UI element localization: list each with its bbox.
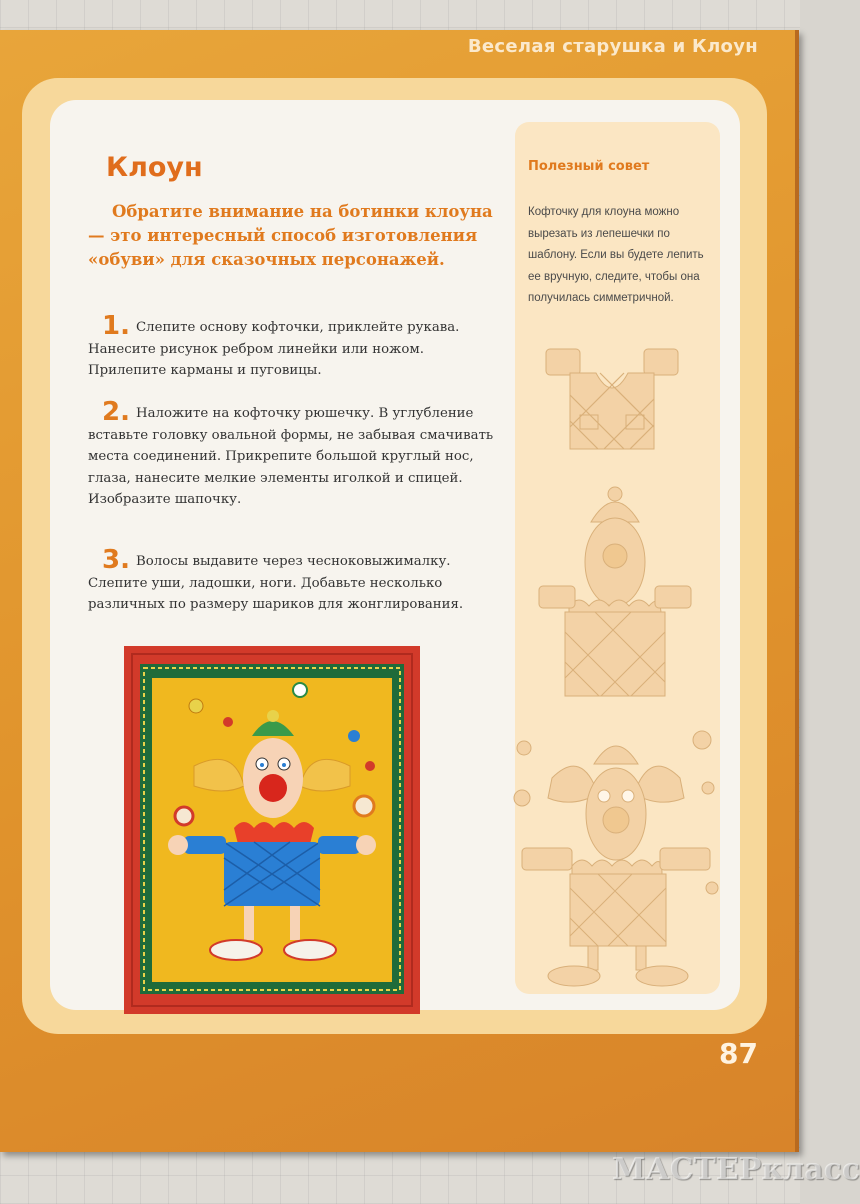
article-title: Клоун	[106, 152, 203, 183]
step-3-text: Волосы выдавите через чесноковыжималку. Слепите уши, ладошки, ноги. Добавьте несколько различных по размеру шариков для жонглирования.	[88, 554, 464, 612]
step-1	[88, 311, 498, 382]
tip-text: Кофточку для клоуна можно вырезать из лепешечки по шаблону. Если вы будете лепить ее вручную, следите, чтобы она получилась симметричной.	[528, 206, 704, 304]
tip-title: Полезный совет	[528, 159, 650, 174]
step-figure-head	[535, 482, 695, 700]
step-2-text: Наложите на кофточку рюшечку. В углубление вставьте головку овальной формы, не забывая смачивать места соединений. Прикрепите большой круглый нос, глаза, нанесите мелкие элементы иголкой и спицей. Изобразите шапочку.	[88, 406, 494, 507]
watermark-logo: МАСТЕРклаcс	[612, 1152, 860, 1187]
step-1-number: 1.	[102, 311, 130, 341]
step-3	[88, 545, 498, 616]
page-number: 87	[719, 1037, 758, 1070]
step-2	[88, 397, 498, 511]
step-3-number: 3.	[102, 545, 130, 575]
step-2-number: 2.	[102, 397, 130, 427]
step-1-text: Слепите основу кофточки, приклейте рукава. Нанесите рисунок ребром линейки или ножом. Прилепите карманы и пуговицы.	[88, 320, 460, 378]
clown-framed-picture	[124, 646, 420, 1014]
step-figure-blouse	[540, 345, 684, 455]
article-lead: Обратите внимание на ботинки клоуна — это интересный способ изготовления «обуви» для сказочных персонажей.	[88, 202, 493, 269]
running-title: Веселая старушка и Клоун	[467, 36, 758, 57]
step-figure-full-clown	[512, 728, 720, 992]
